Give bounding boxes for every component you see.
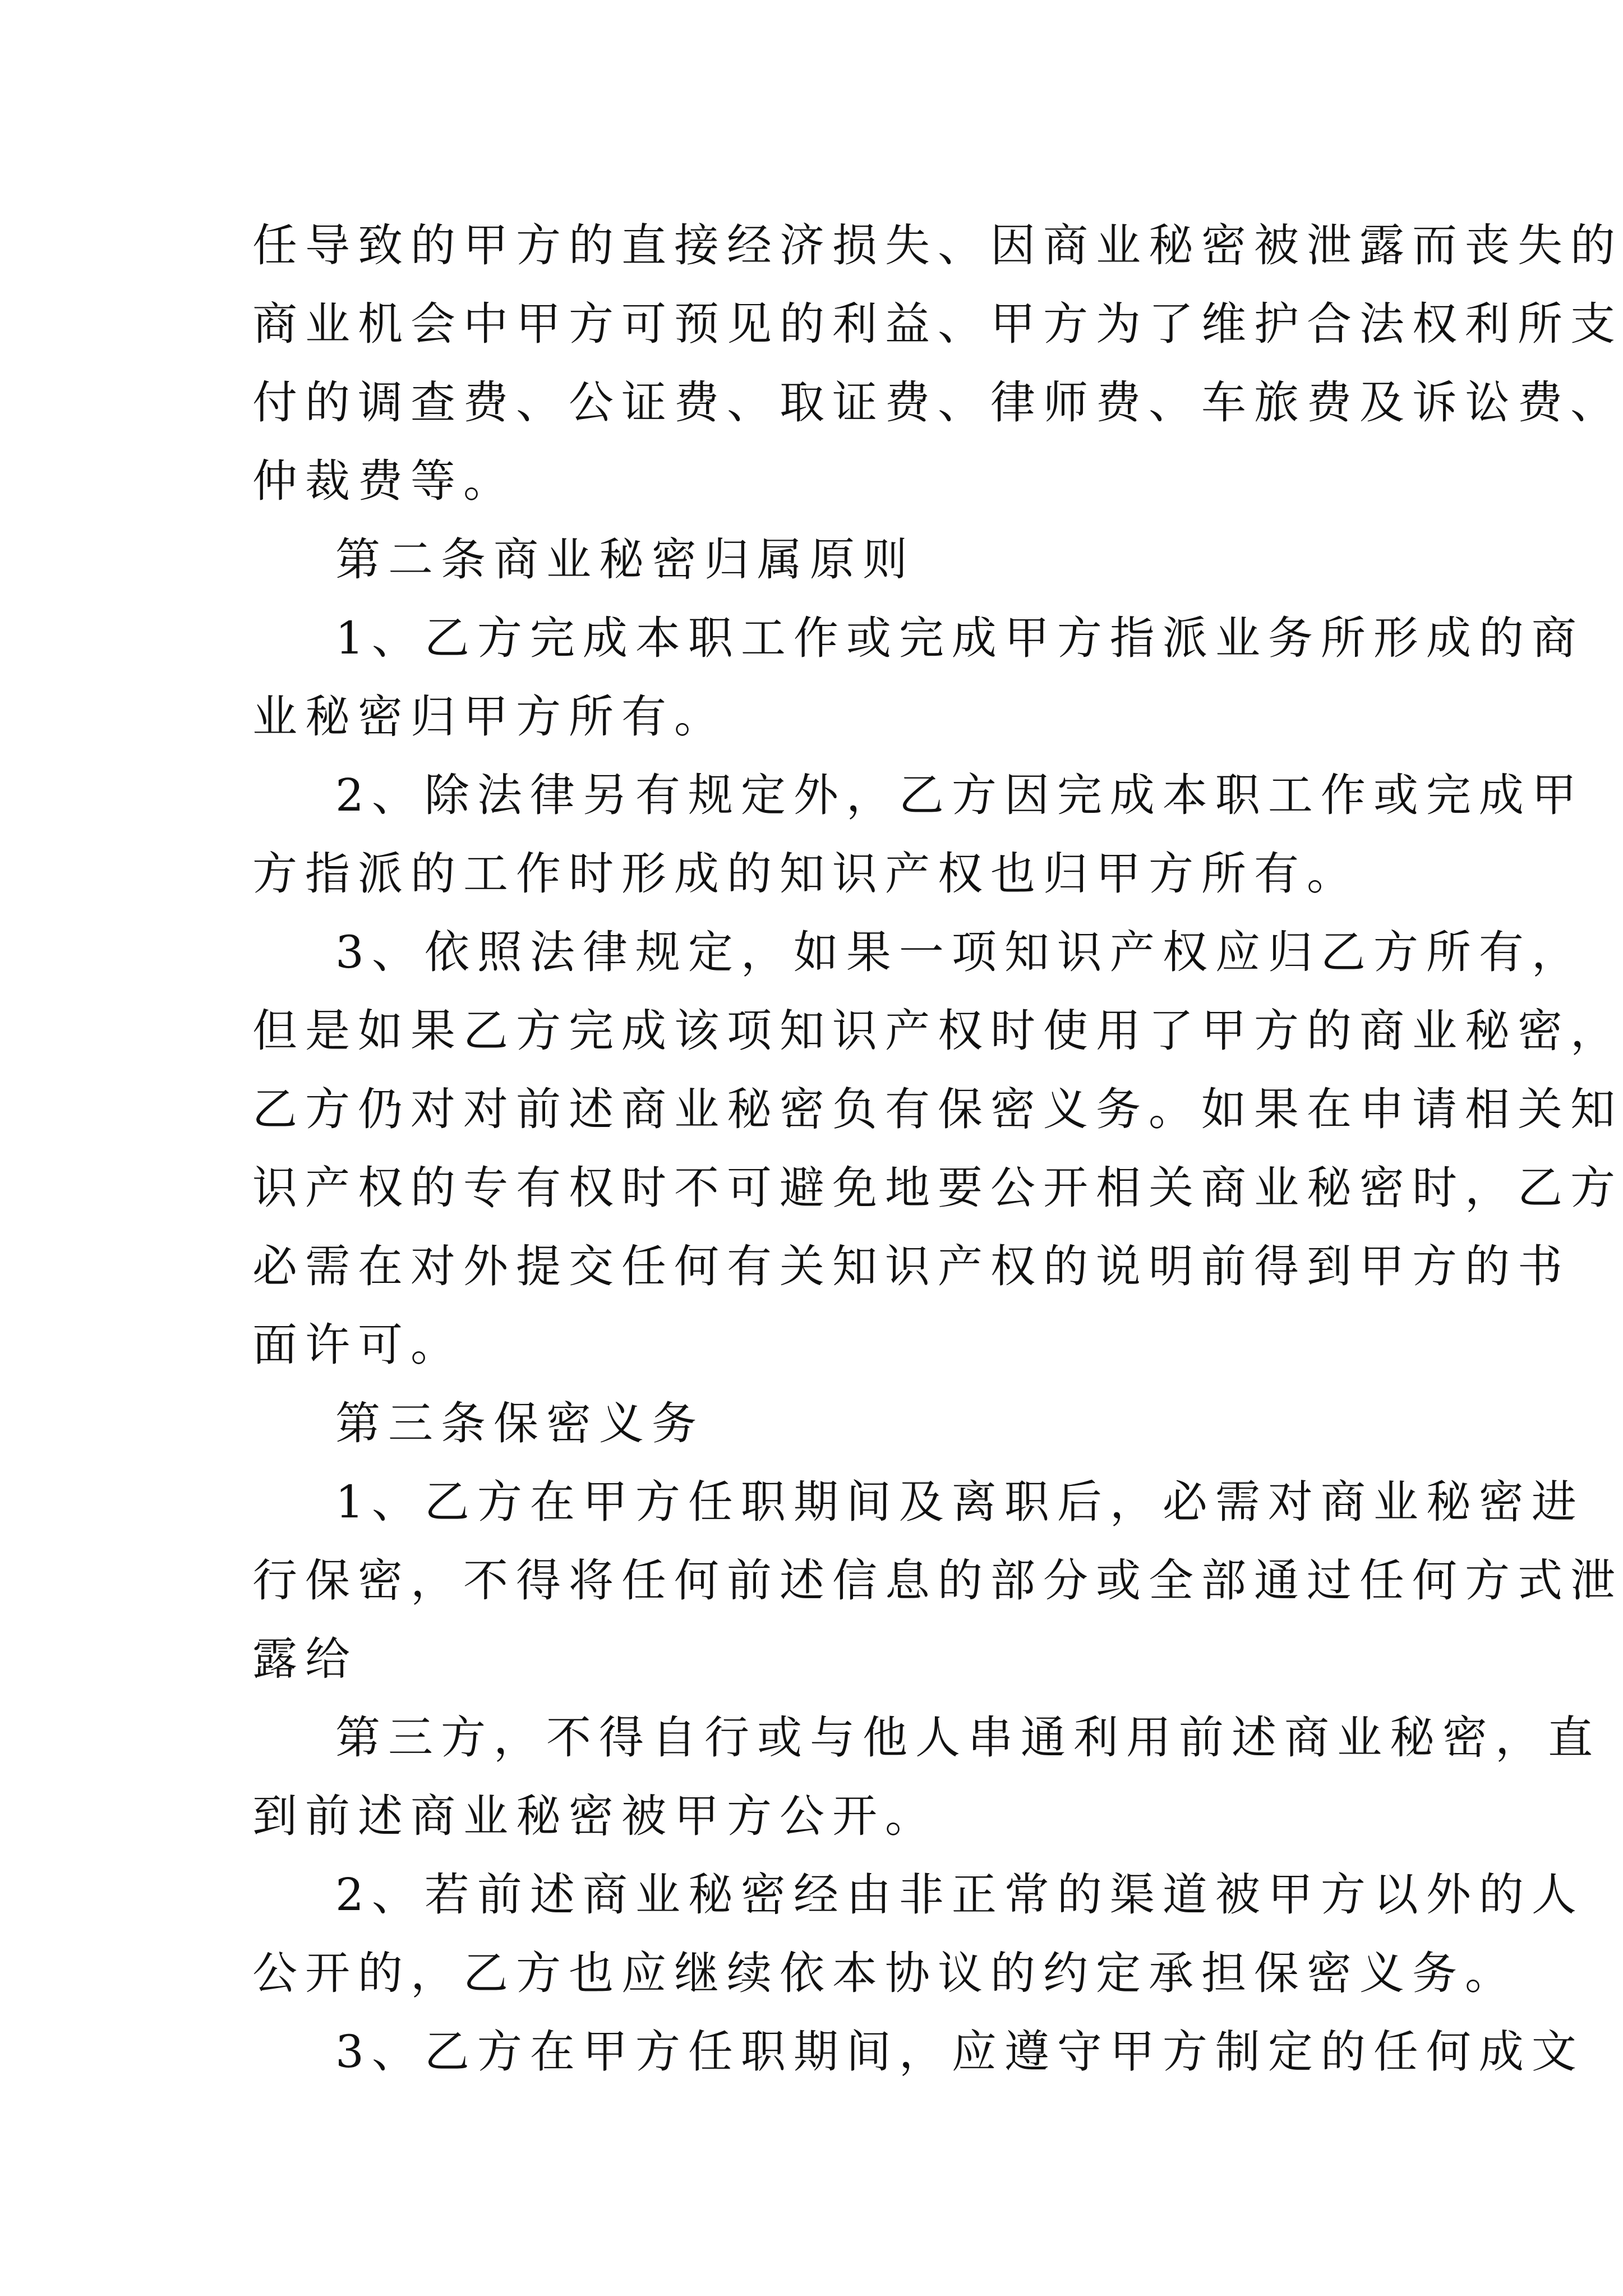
text-line: 3、依照法律规定，如果一项知识产权应归乙方所有， (335, 926, 1584, 978)
text-line: 3、乙方在甲方任职期间，应遵守甲方制定的任何成文 (335, 2026, 1584, 2078)
text-line: 1、乙方完成本职工作或完成甲方指派业务所形成的商 (335, 612, 1584, 664)
text-line: 付的调查费、公证费、取证费、律师费、车旅费及诉讼费、 (252, 376, 1623, 429)
text-line: 任导致的甲方的直接经济损失、因商业秘密被泄露而丧失的 (252, 219, 1623, 272)
text-line: 业秘密归甲方所有。 (252, 691, 727, 743)
text-line: 1、乙方在甲方任职期间及离职后，必需对商业秘密进 (335, 1476, 1584, 1528)
text-line: 但是如果乙方完成该项知识产权时使用了甲方的商业秘密， (252, 1005, 1623, 1057)
text-line: 必需在对外提交任何有关知识产权的说明前得到甲方的书 (252, 1240, 1570, 1292)
text-line: 露给 (252, 1633, 358, 1685)
text-line: 公开的，乙方也应继续依本协议的约定承担保密义务。 (252, 1947, 1518, 1999)
text-line: 仲裁费等。 (252, 455, 516, 507)
text-line: 方指派的工作时形成的知识产权也归甲方所有。 (252, 848, 1359, 900)
text-line: 2、除法律另有规定外，乙方因完成本职工作或完成甲 (335, 769, 1584, 821)
text-line: 2、若前述商业秘密经由非正常的渠道被甲方以外的人 (335, 1869, 1584, 1921)
section-heading: 第三条保密义务 (335, 1397, 704, 1450)
text-line: 乙方仍对对前述商业秘密负有保密义务。如果在申请相关知 (252, 1083, 1623, 1135)
text-line: 行保密，不得将任何前述信息的部分或全部通过任何方式泄 (252, 1554, 1623, 1607)
text-line: 面许可。 (252, 1319, 463, 1371)
text-line: 到前述商业秘密被甲方公开。 (252, 1790, 938, 1842)
text-line: 第三方，不得自行或与他人串通利用前述商业秘密，直 (335, 1711, 1601, 1764)
section-heading: 第二条商业秘密归属原则 (335, 533, 915, 586)
text-line: 商业机会中甲方可预见的利益、甲方为了维护合法权利所支 (252, 298, 1623, 350)
text-line: 识产权的专有权时不可避免地要公开相关商业秘密时，乙方 (252, 1162, 1623, 1214)
